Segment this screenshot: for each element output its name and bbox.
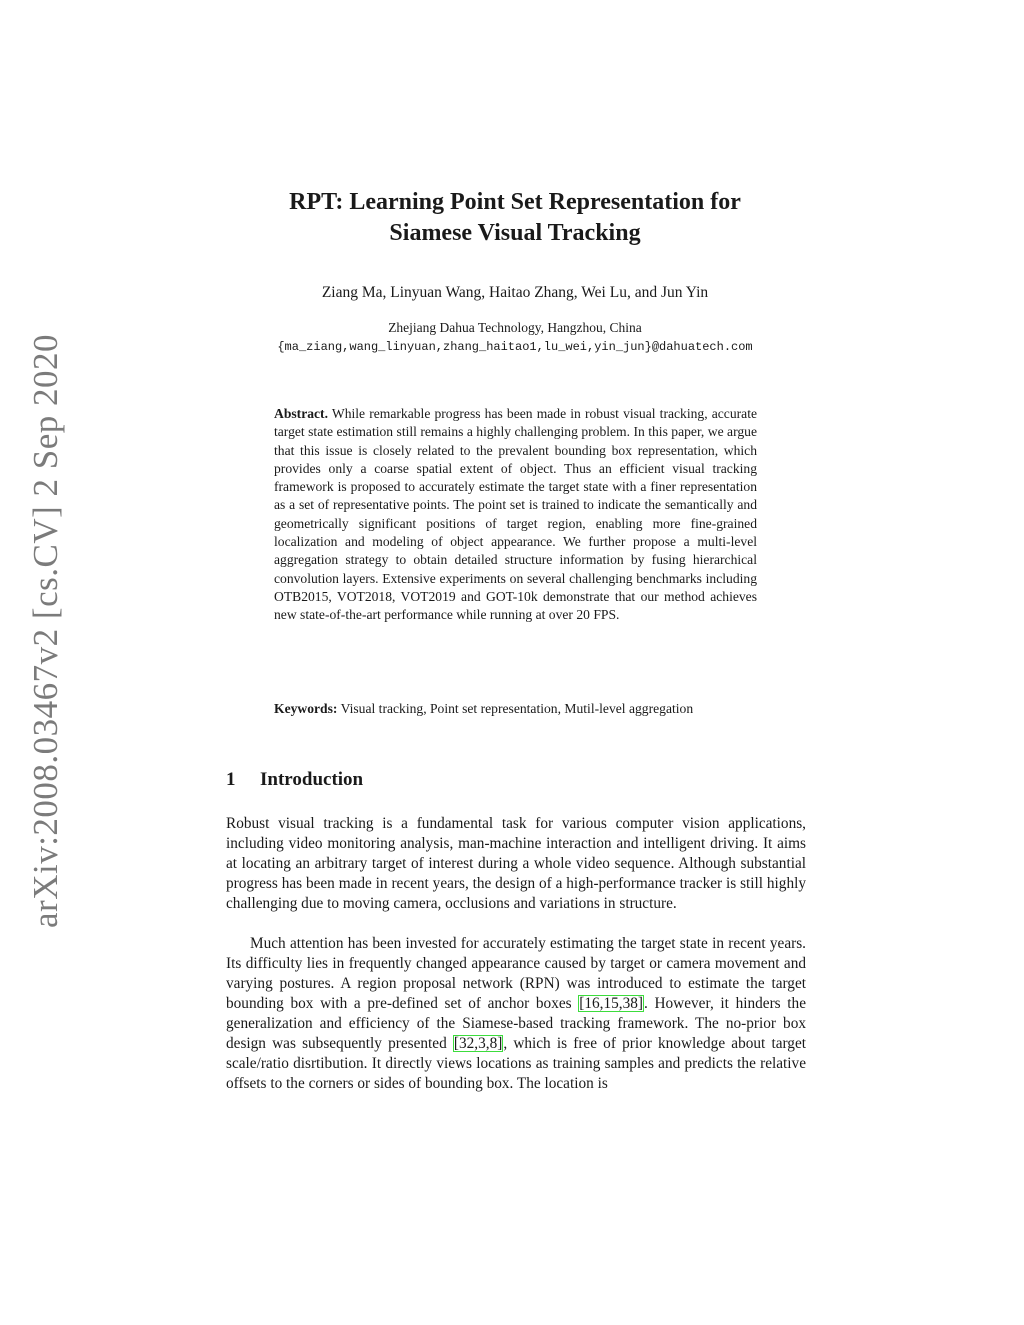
citation-link-2[interactable]: [32,3,8] <box>453 1035 503 1052</box>
citation-link-1[interactable]: [16,15,38] <box>579 995 643 1012</box>
title-line-1: RPT: Learning Point Set Representation for <box>289 189 741 215</box>
para2-text-c: , which is free of prior knowledge about target scale/ratio disrtibution. It directly views locations as training samples and predicts the relative offsets to the corners or sides of bounding box. The location is <box>226 1035 806 1092</box>
section-number: 1 <box>226 769 236 790</box>
intro-paragraph-2 <box>226 934 806 1094</box>
paper-title <box>200 187 830 249</box>
abstract <box>274 405 757 625</box>
abstract-text: While remarkable progress has been made in robust visual tracking, accurate target state estimation still remains a highly challenging problem. In this paper, we argue that this issue is closely related to the prevalent bounding box representation, which provides only a coarse spatial extent of object. Thus an efficient visual tracking framework is proposed to accurately estimate the target state with a finer representation as a set of representative points. The point set is trained to indicate the semantically and geometrically significant positions of target region, enabling more fine-grained localization and modeling of object appearance. We further propose a multi-level aggregation strategy to obtain detailed structure information by fusing hierarchical convolution layers. Extensive experiments on several challenging benchmarks including OTB2015, VOT2018, VOT2019 and GOT-10k demonstrate that our method achieves new state-of-the-art performance while running at over 20 FPS. <box>274 406 758 623</box>
intro-paragraph-1: Robust visual tracking is a fundamental task for various computer vision applications, including video monitoring analysis, man-machine interaction and intelligent driving. It aims at locating an arbitrary target of interest during a whole video sequence. Although substantial progress has been made in recent years, the design of a high-performance tracker is still highly challenging due to moving camera, occlusions and variations in structure. <box>226 815 806 912</box>
affiliation: Zhejiang Dahua Technology, Hangzhou, China <box>388 320 642 335</box>
para2-text-b: . However, it hinders the generalization and efficiency of the Siamese-based tracking framework. The no-prior box design was subsequently presented <box>226 995 806 1052</box>
para2-text-a: Much attention has been invested for accurately estimating the target state in recent years. Its difficulty lies in frequently changed appearance caused by target or camera movement and varying postures. A region proposal network (RPN) was introduced to estimate the target bounding box with a pre-defined set of anchor boxes <box>226 935 806 1012</box>
abstract-label: Abstract. <box>274 406 328 421</box>
title-line-2: Siamese Visual Tracking <box>389 220 641 246</box>
authors: Ziang Ma, Linyuan Wang, Haitao Zhang, Wei Lu, and Jun Yin <box>321 284 709 301</box>
arxiv-stamp: arXiv:2008.03467v2 [cs.CV] 2 Sep 2020 <box>26 333 65 928</box>
keywords-label: Keywords: <box>274 701 338 716</box>
section-title: Introduction <box>260 769 364 790</box>
keywords <box>274 700 757 718</box>
author-emails: {ma_ziang,wang_linyuan,zhang_haitao1,lu_wei,yin_jun}@dahuatech.com <box>277 340 753 354</box>
section-heading-introduction <box>226 769 363 791</box>
keywords-text: Visual tracking, Point set representation, Mutil-level aggregation <box>340 701 694 716</box>
